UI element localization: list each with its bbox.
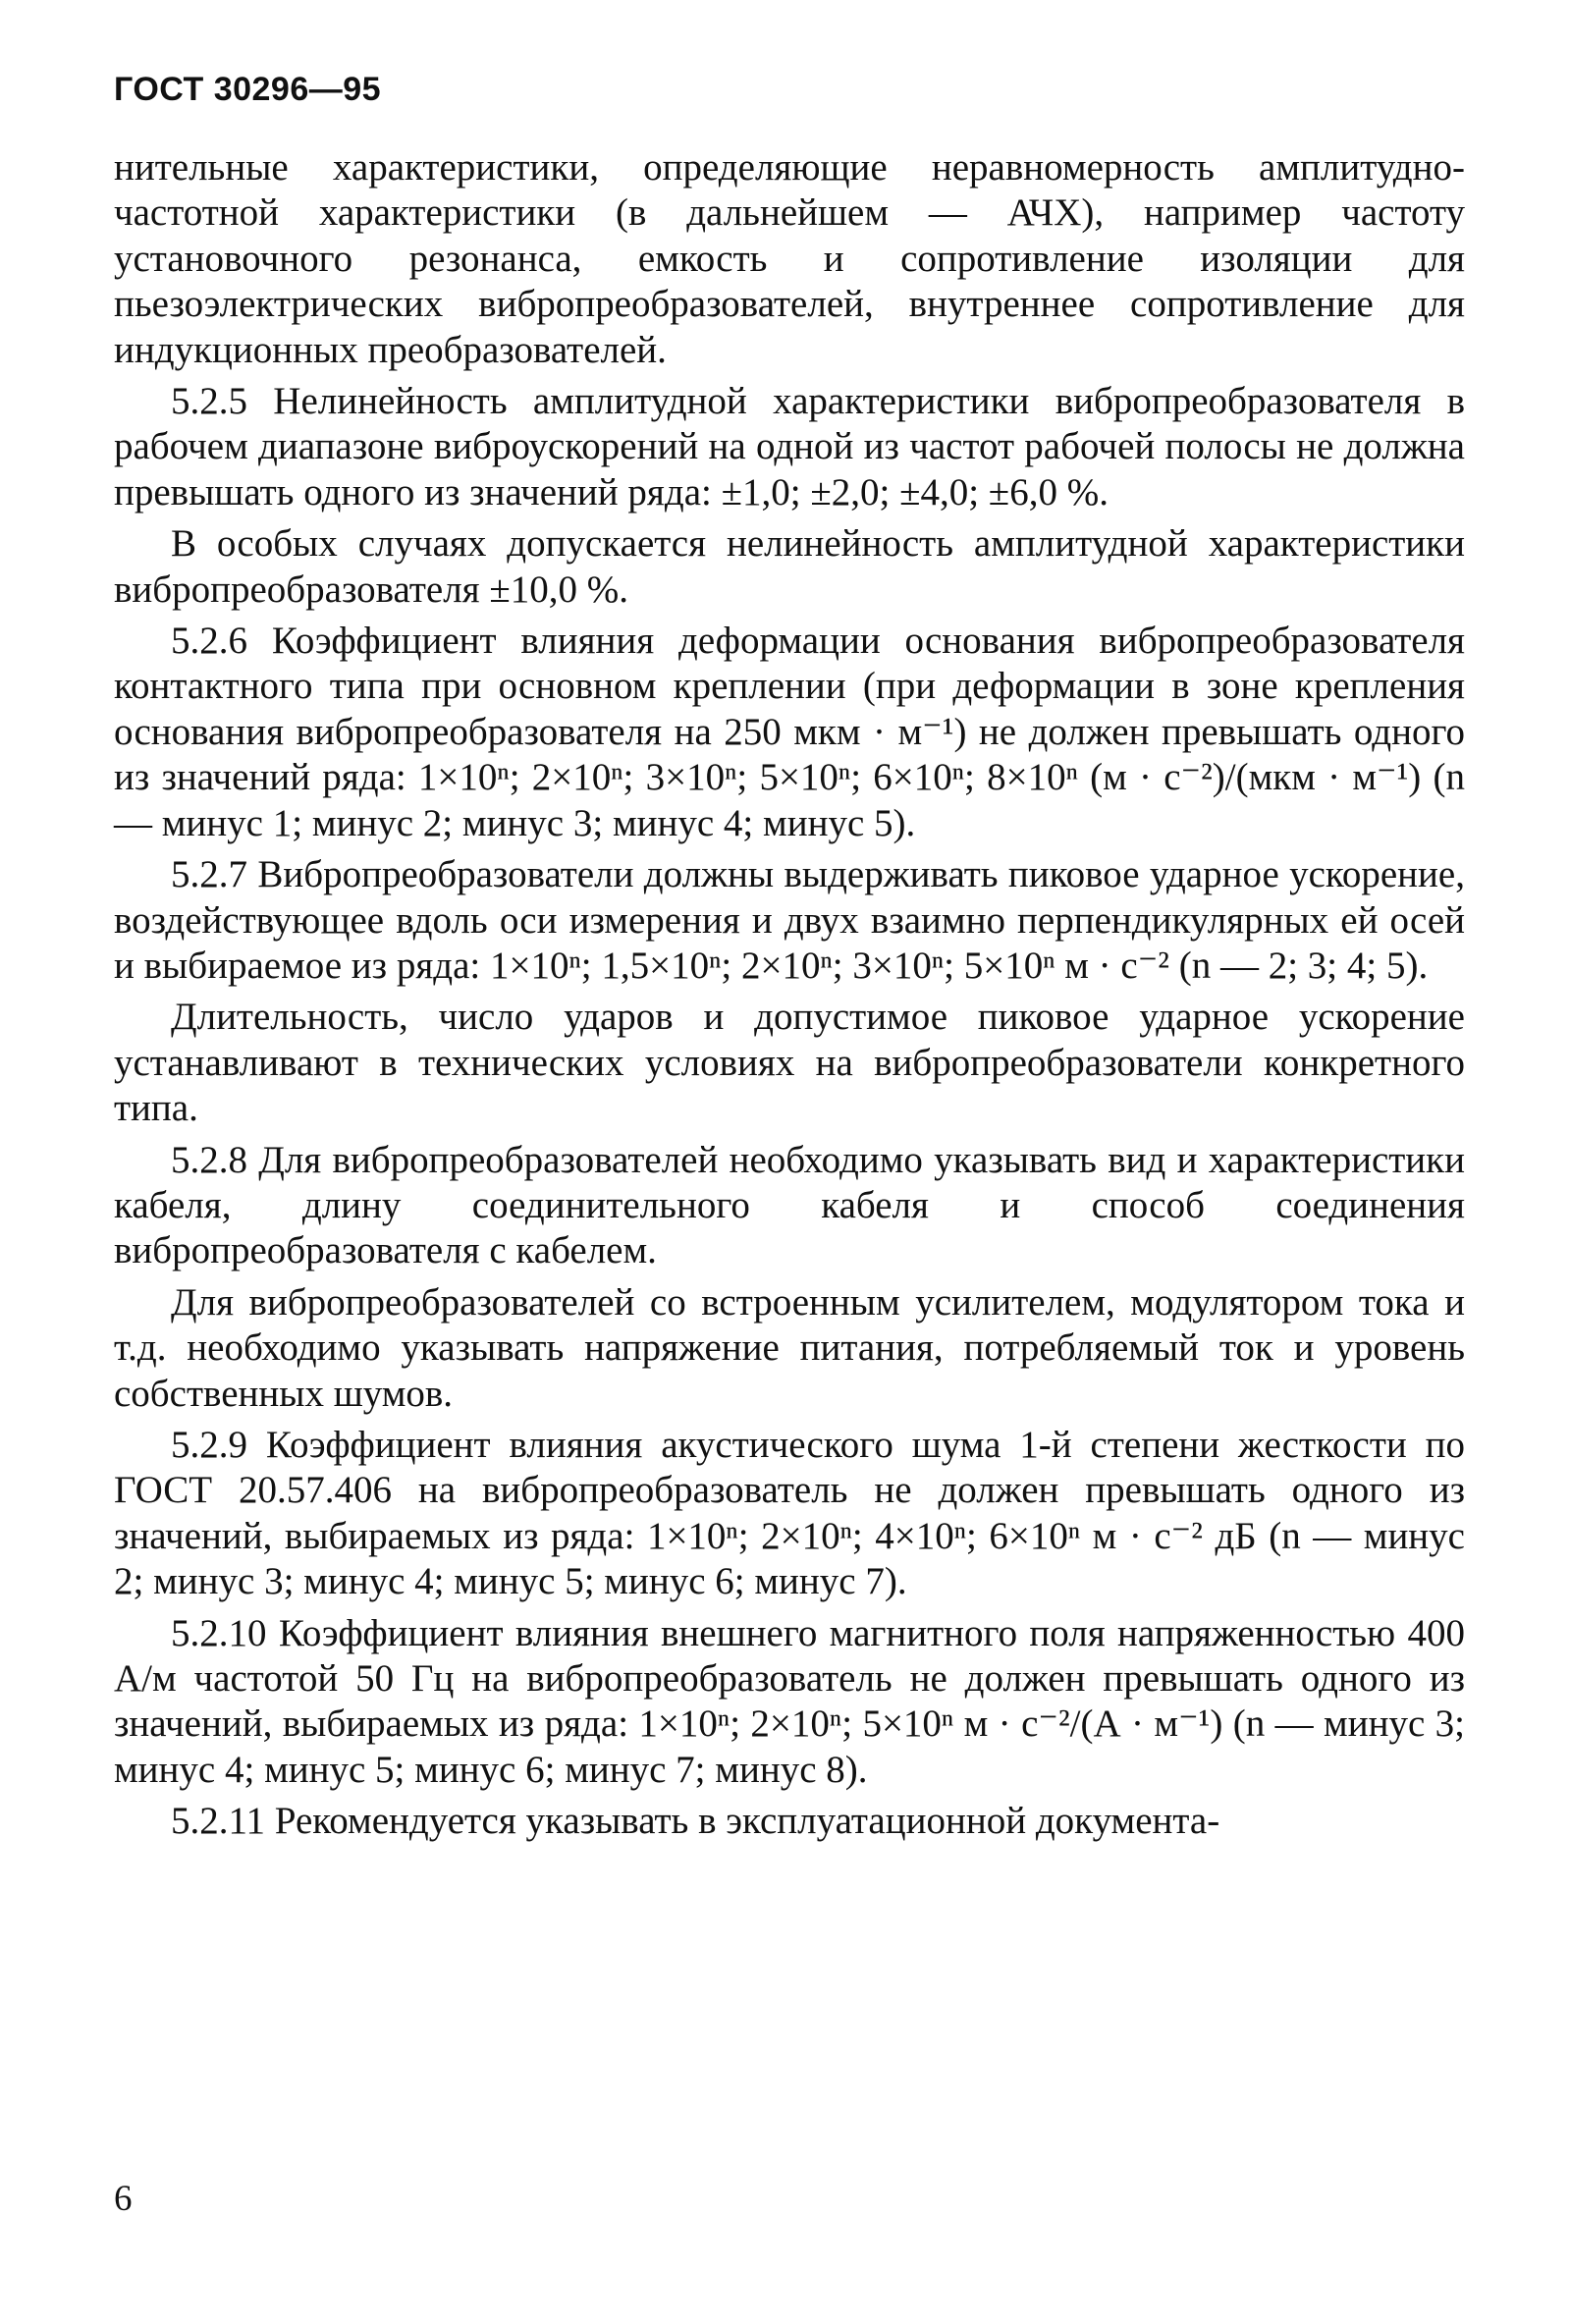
paragraph: 5.2.5 Нелинейность амплитудной характеристики вибропреобразователя в рабочем диапазоне виброускорений на одной из частот рабочей полосы не должна превышать одного из значений ряда: ±1,0; ±2,0; ±4,0; ±6,0 %. [114,380,1465,513]
document-header: ГОСТ 30296—95 [114,71,382,108]
paragraph: Длительность, число ударов и допустимое пиковое ударное ускорение устанавливают в технических условиях на вибропреобразователи конкретного типа. [114,996,1465,1130]
paragraph: 5.2.11 Рекомендуется указывать в эксплуатационной документа- [171,1800,1220,1843]
paragraph: 5.2.10 Коэффициент влияния внешнего магнитного поля напряженностью 400 А/м частотой 50 Гц на вибропреобразователь не должен превышать одного из значений, выбираемых из ряда: 1×10ⁿ; 2×10ⁿ; 5×10ⁿ м · с⁻²/(А · м⁻¹) (n — минус 3; минус 4; минус 5; минус 6; минус 7; минус 8). [114,1611,1465,1791]
paragraph: 5.2.6 Коэффициент влияния деформации основания вибропреобразователя контактного типа при основном креплении (при деформации в зоне крепления основания вибропреобразователя на 250 мкм · м⁻¹) не должен превышать одного из значений ряда: 1×10ⁿ; 2×10ⁿ; 3×10ⁿ; 5×10ⁿ; 6×10ⁿ; 8×10ⁿ (м · с⁻²)/(мкм · м⁻¹) (n — минус 1; минус 2; минус 3; минус 4; минус 5). [114,620,1465,844]
document-body [114,145,1465,1851]
paragraph: 5.2.7 Вибропреобразователи должны выдерживать пиковое ударное ускорение, воздействующее вдоль оси измерения и двух взаимно перпендикулярных ей осей и выбираемое из ряда: 1×10ⁿ; 1,5×10ⁿ; 2×10ⁿ; 3×10ⁿ; 5×10ⁿ м · с⁻² (n — 2; 3; 4; 5). [114,853,1465,987]
paragraph: 5.2.9 Коэффициент влияния акустического шума 1-й степени жесткости по ГОСТ 20.57.406 на вибропреобразователь не должен превышать одного из значений, выбираемых из ряда: 1×10ⁿ; 2×10ⁿ; 4×10ⁿ; 6×10ⁿ м · с⁻² дБ (n — минус 2; минус 3; минус 4; минус 5; минус 6; минус 7). [114,1423,1465,1603]
page-number: 6 [114,2179,133,2219]
paragraph: В особых случаях допускается нелинейность амплитудной характеристики вибропреобразователя ±10,0 %. [114,522,1465,611]
paragraph: нительные характеристики, определяющие неравномерность амплитудно-частотной характеристики (в дальнейшем — АЧХ), например частоту установочного резонанса, емкость и сопротивление изоляции для пьезоэлектрических вибропреобразователей, внутреннее сопротивление для индукционных преобразователей. [114,146,1465,371]
paragraph: Для вибропреобразователей со встроенным усилителем, модулятором тока и т.д. необходимо указывать напряжение питания, потребляемый ток и уровень собственных шумов. [114,1280,1465,1415]
paragraph: 5.2.8 Для вибропреобразователей необходимо указывать вид и характеристики кабеля, длину соединительного кабеля и способ соединения вибропреобразователя с кабелем. [114,1138,1465,1272]
